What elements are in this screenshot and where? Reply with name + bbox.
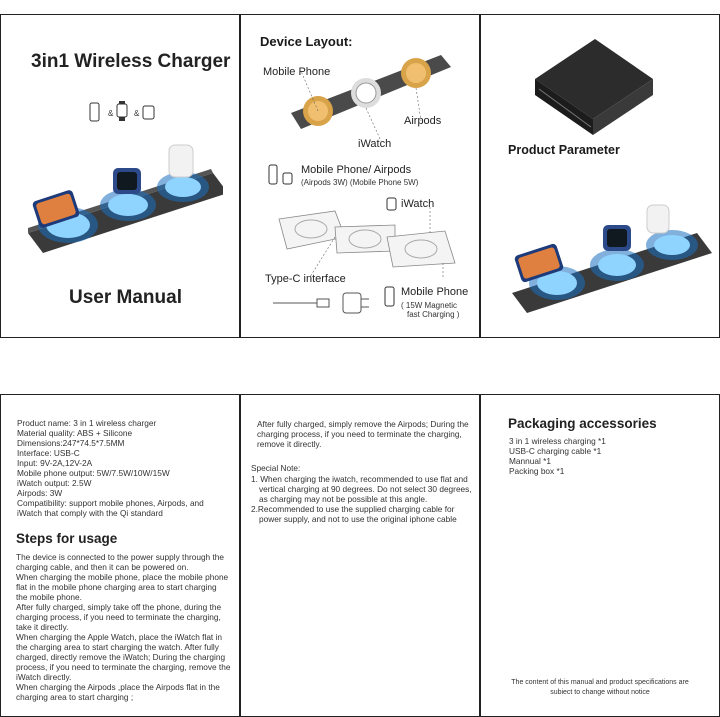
label-mobile-airpods-sub: (Airpods 3W) (Mobile Phone 5W): [301, 178, 419, 187]
ampersand-2: &: [134, 109, 140, 118]
special-note-line: vertical charging at 90 degrees. Do not select 30 degrees,: [259, 484, 472, 494]
steps-line: After fully charged, simply take off the phone, during the: [16, 602, 222, 612]
packaging-heading: Packaging accessories: [508, 416, 657, 431]
spec-line: Compatibility: support mobile phones, Airpods, and: [17, 498, 204, 508]
spec-line: iWatch that comply with the Qi standard: [17, 508, 163, 518]
label-typec: Type-C interface: [265, 273, 346, 285]
steps-line: iWatch directly.: [16, 672, 72, 682]
disclaimer-line-1: The content of this manual and product specifications are: [511, 679, 689, 686]
label-mobile-phone: Mobile Phone: [263, 66, 331, 78]
steps-line: charged, directly remove the iWatch; During the charging: [16, 652, 226, 662]
top-charger-illustration: [291, 51, 471, 141]
steps-line: charging process, if you need to terminate the charging,: [16, 612, 221, 622]
steps-line: flat in the mobile phone charging area to start charging: [16, 582, 217, 592]
spec-list: [17, 418, 237, 518]
cable-adapter-icon: [271, 291, 371, 317]
special-note-text: [251, 474, 479, 524]
watch-icon: [117, 104, 127, 117]
notes-intro-line: remove it directly.: [257, 439, 322, 449]
label-mobile-phone-2: Mobile Phone: [401, 286, 469, 298]
notes-intro-line: charging process, if you need to terminate the charging,: [257, 429, 462, 439]
steps-line: charging area to start charging ;: [16, 692, 134, 702]
charger-outline-diagram: [275, 207, 465, 279]
spec-line: Mobile phone output: 5W/7.5W/10W/15W: [17, 468, 170, 478]
product-parameter-panel: [480, 14, 720, 338]
label-mobile-airpods: Mobile Phone/ Airpods: [301, 164, 412, 176]
special-note-line: 2.Recommended to use the supplied charging cable for: [251, 504, 455, 514]
steps-text: [16, 552, 238, 702]
cover-panel: [0, 14, 240, 338]
packaging-item: Mannual *1: [509, 456, 551, 466]
steps-heading: Steps for usage: [16, 531, 118, 546]
airpods-icon: [143, 106, 154, 119]
steps-line: When charging the Apple Watch, place the iWatch flat in: [16, 632, 222, 642]
spec-line: Material quality: ABS + Silicone: [17, 428, 133, 438]
spec-line: Input: 9V-2A,12V-2A: [17, 458, 93, 468]
specs-panel: [0, 394, 240, 717]
spec-line: Dimensions:247*74.5*7.5MM: [17, 438, 125, 448]
notes-panel: [240, 394, 480, 717]
spec-line: Product name: 3 in 1 wireless charger: [17, 418, 157, 428]
label-airpods: Airpods: [404, 115, 442, 127]
steps-line: process, if you need to terminate the charging, remove the: [16, 662, 231, 672]
packaging-item: USB-C charging cable *1: [509, 446, 602, 456]
spec-line: iWatch output: 2.5W: [17, 478, 92, 488]
packaging-item: 3 in 1 wireless charging *1: [509, 436, 606, 446]
disclaimer: [481, 678, 719, 698]
product-title: 3in1 Wireless Charger: [31, 51, 231, 72]
packaging-list: [509, 436, 606, 476]
special-note-line: as charging may not be possible at this angle.: [259, 494, 428, 504]
parameter-heading: Product Parameter: [508, 143, 620, 157]
ampersand-1: &: [108, 109, 114, 118]
packaging-item: Packing box *1: [509, 466, 565, 476]
steps-line: the charging area to start charging the watch. After fully: [16, 642, 219, 652]
steps-line: the mobile phone.: [16, 592, 82, 602]
steps-line: charging cable, and then it can be powered on.: [16, 562, 189, 572]
steps-line: When charging the mobile phone, place the mobile phone: [16, 572, 229, 582]
label-mobile-phone-2-sub2: fast Charging ): [407, 310, 460, 319]
steps-line: The device is connected to the power supply through the: [16, 552, 225, 562]
notes-intro: [257, 419, 477, 449]
packing-box-image: [525, 39, 655, 139]
phone-small-icon: [383, 285, 397, 309]
packaging-panel: [480, 394, 720, 717]
notes-intro-line: After fully charged, simply remove the Airpods; During the: [257, 419, 469, 429]
steps-line: take it directly.: [16, 622, 69, 632]
phone-icon: [90, 103, 99, 121]
user-manual-title: User Manual: [69, 287, 182, 308]
spec-line: Interface: USB-C: [17, 448, 80, 458]
label-iwatch-2: iWatch: [401, 198, 435, 210]
label-iwatch: iWatch: [358, 138, 392, 150]
special-note-line: power supply, and not to use the original iphone cable: [259, 514, 457, 524]
special-note-line: 1. When charging the iwatch, recommended to use flat and: [251, 474, 468, 484]
layout-heading: Device Layout:: [260, 34, 353, 49]
device-icons: [89, 101, 157, 127]
device-layout-panel: [240, 14, 480, 338]
label-mobile-phone-2-sub1: ( 15W Magnetic: [401, 301, 458, 310]
special-note-heading: Special Note:: [251, 463, 301, 473]
phone-airpods-icon: [267, 163, 297, 189]
steps-line: When charging the Airpods ,place the Airpods flat in the: [16, 682, 220, 692]
disclaimer-line-2: subiect to change without notice: [550, 689, 650, 696]
charger-illustration: [23, 133, 223, 253]
charger-with-devices-image: [507, 203, 717, 313]
spec-line: Airpods: 3W: [17, 488, 63, 498]
